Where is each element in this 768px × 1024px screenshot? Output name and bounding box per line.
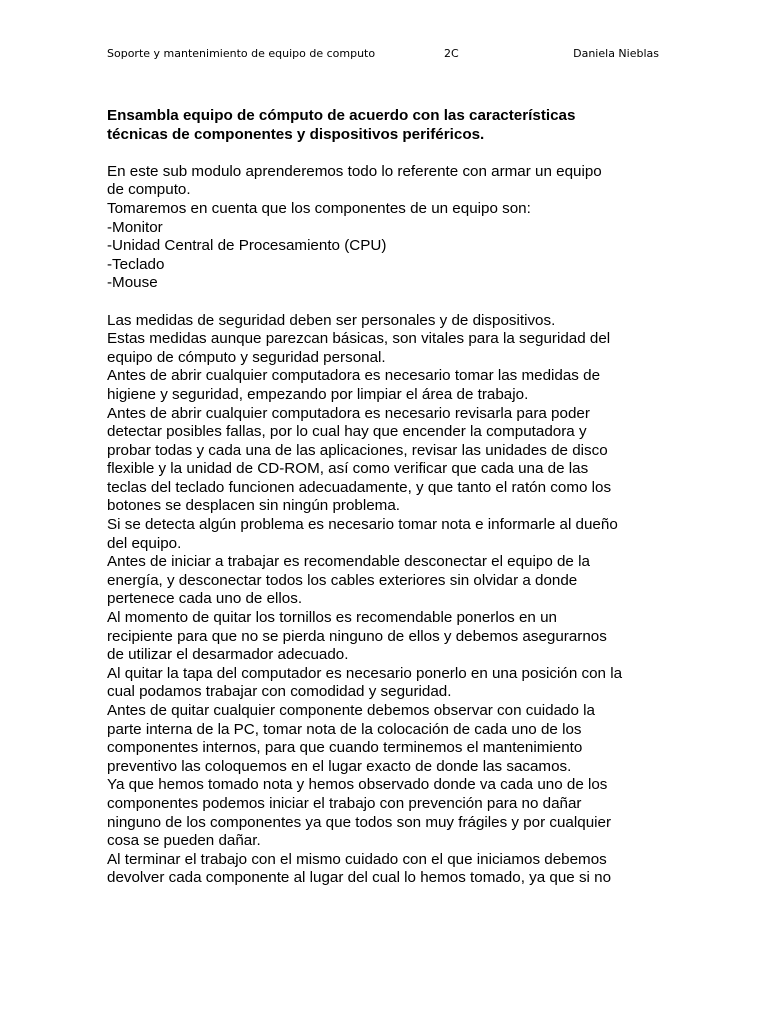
safety-section	[107, 312, 672, 888]
text-line: Al momento de quitar los tornillos es recomendable ponerlos en un	[107, 609, 557, 627]
text-line: Antes de iniciar a trabajar es recomendable desconectar el equipo de la	[107, 553, 590, 571]
list-item: -Teclado	[107, 255, 165, 273]
text-line: botones se desplacen sin ningún problema.	[107, 497, 400, 515]
text-line: cosa se pueden dañar.	[107, 832, 261, 850]
list-item: -Mouse	[107, 274, 158, 292]
text-line: de computo.	[107, 181, 191, 199]
title-line: Ensambla equipo de cómputo de acuerdo con las características	[107, 107, 576, 124]
text-line: pertenece cada uno de ellos.	[107, 590, 303, 608]
text-line: devolver cada componente al lugar del cual lo hemos tomado, ya que si no	[107, 869, 612, 887]
text-line: En este sub modulo aprenderemos todo lo referente con armar un equipo	[107, 162, 602, 180]
text-line: Si se detecta algún problema es necesario tomar nota e informarle al dueño	[107, 516, 618, 534]
title-line: técnicas de componentes y dispositivos periféricos.	[107, 125, 485, 143]
text-line: Antes de quitar cualquier componente debemos observar con cuidado la	[107, 702, 595, 719]
text-line: Ya que hemos tomado nota y hemos observado donde va cada uno de los	[107, 776, 608, 794]
text-line: equipo de cómputo y seguridad personal.	[107, 348, 386, 366]
text-line: Al terminar el trabajo con el mismo cuidado con el que iniciamos debemos	[107, 850, 607, 868]
text-line: recipiente para que no se pierda ninguno de ellos y debemos asegurarnos	[107, 627, 607, 645]
text-line: Estas medidas aunque parezcan básicas, son vitales para la seguridad del	[107, 330, 611, 348]
text-line: Tomaremos en cuenta que los componentes de un equipo son:	[107, 199, 531, 217]
text-line: componentes internos, para que cuando terminemos el mantenimiento	[107, 739, 583, 757]
text-line: probar todas y cada una de las aplicaciones, revisar las unidades de disco	[107, 441, 608, 459]
text-line: Antes de abrir cualquier computadora es necesario tomar las medidas de	[107, 367, 601, 385]
text-line: cual podamos trabajar con comodidad y seguridad.	[107, 683, 452, 701]
text-line: higiene y seguridad, empezando por limpiar el área de trabajo.	[107, 385, 529, 403]
text-line: Las medidas de seguridad deben ser personales y de dispositivos.	[107, 311, 556, 329]
text-line: teclas del teclado funcionen adecuadamente, y que tanto el ratón como los	[107, 478, 612, 496]
header-subject: Soporte y mantenimiento de equipo de computo	[107, 47, 376, 60]
text-line: ninguno de los componentes ya que todos son muy frágiles y por cualquier	[107, 813, 612, 831]
list-item: -Monitor	[107, 218, 163, 236]
header-group: 2C	[444, 47, 459, 60]
document-body	[107, 107, 672, 888]
text-line: parte interna de la PC, tomar nota de la colocación de cada uno de los	[107, 720, 582, 738]
text-line: flexible y la unidad de CD-ROM, así como verificar que cada una de las	[107, 460, 589, 478]
document-title	[107, 107, 672, 144]
text-line: de utilizar el desarmador adecuado.	[107, 646, 349, 664]
text-line: Al quitar la tapa del computador es necesario ponerlo en una posición con la	[107, 664, 623, 682]
text-line: componentes podemos iniciar el trabajo con prevención para no dañar	[107, 794, 582, 812]
intro-section	[107, 163, 672, 293]
text-line: preventivo las coloquemos en el lugar exacto de donde las sacamos.	[107, 757, 572, 775]
list-item: -Unidad Central de Procesamiento (CPU)	[107, 237, 387, 255]
text-line: del equipo.	[107, 534, 182, 552]
paragraph-gap	[107, 293, 672, 312]
text-line: Antes de abrir cualquier computadora es necesario revisarla para poder	[107, 404, 590, 422]
running-header	[107, 45, 667, 63]
text-line: energía, y desconectar todos los cables exteriores sin olvidar a donde	[107, 571, 578, 589]
paragraph-gap	[107, 144, 672, 163]
header-author: Daniela Nieblas	[573, 47, 659, 60]
text-line: detectar posibles fallas, por lo cual hay que encender la computadora y	[107, 423, 587, 441]
